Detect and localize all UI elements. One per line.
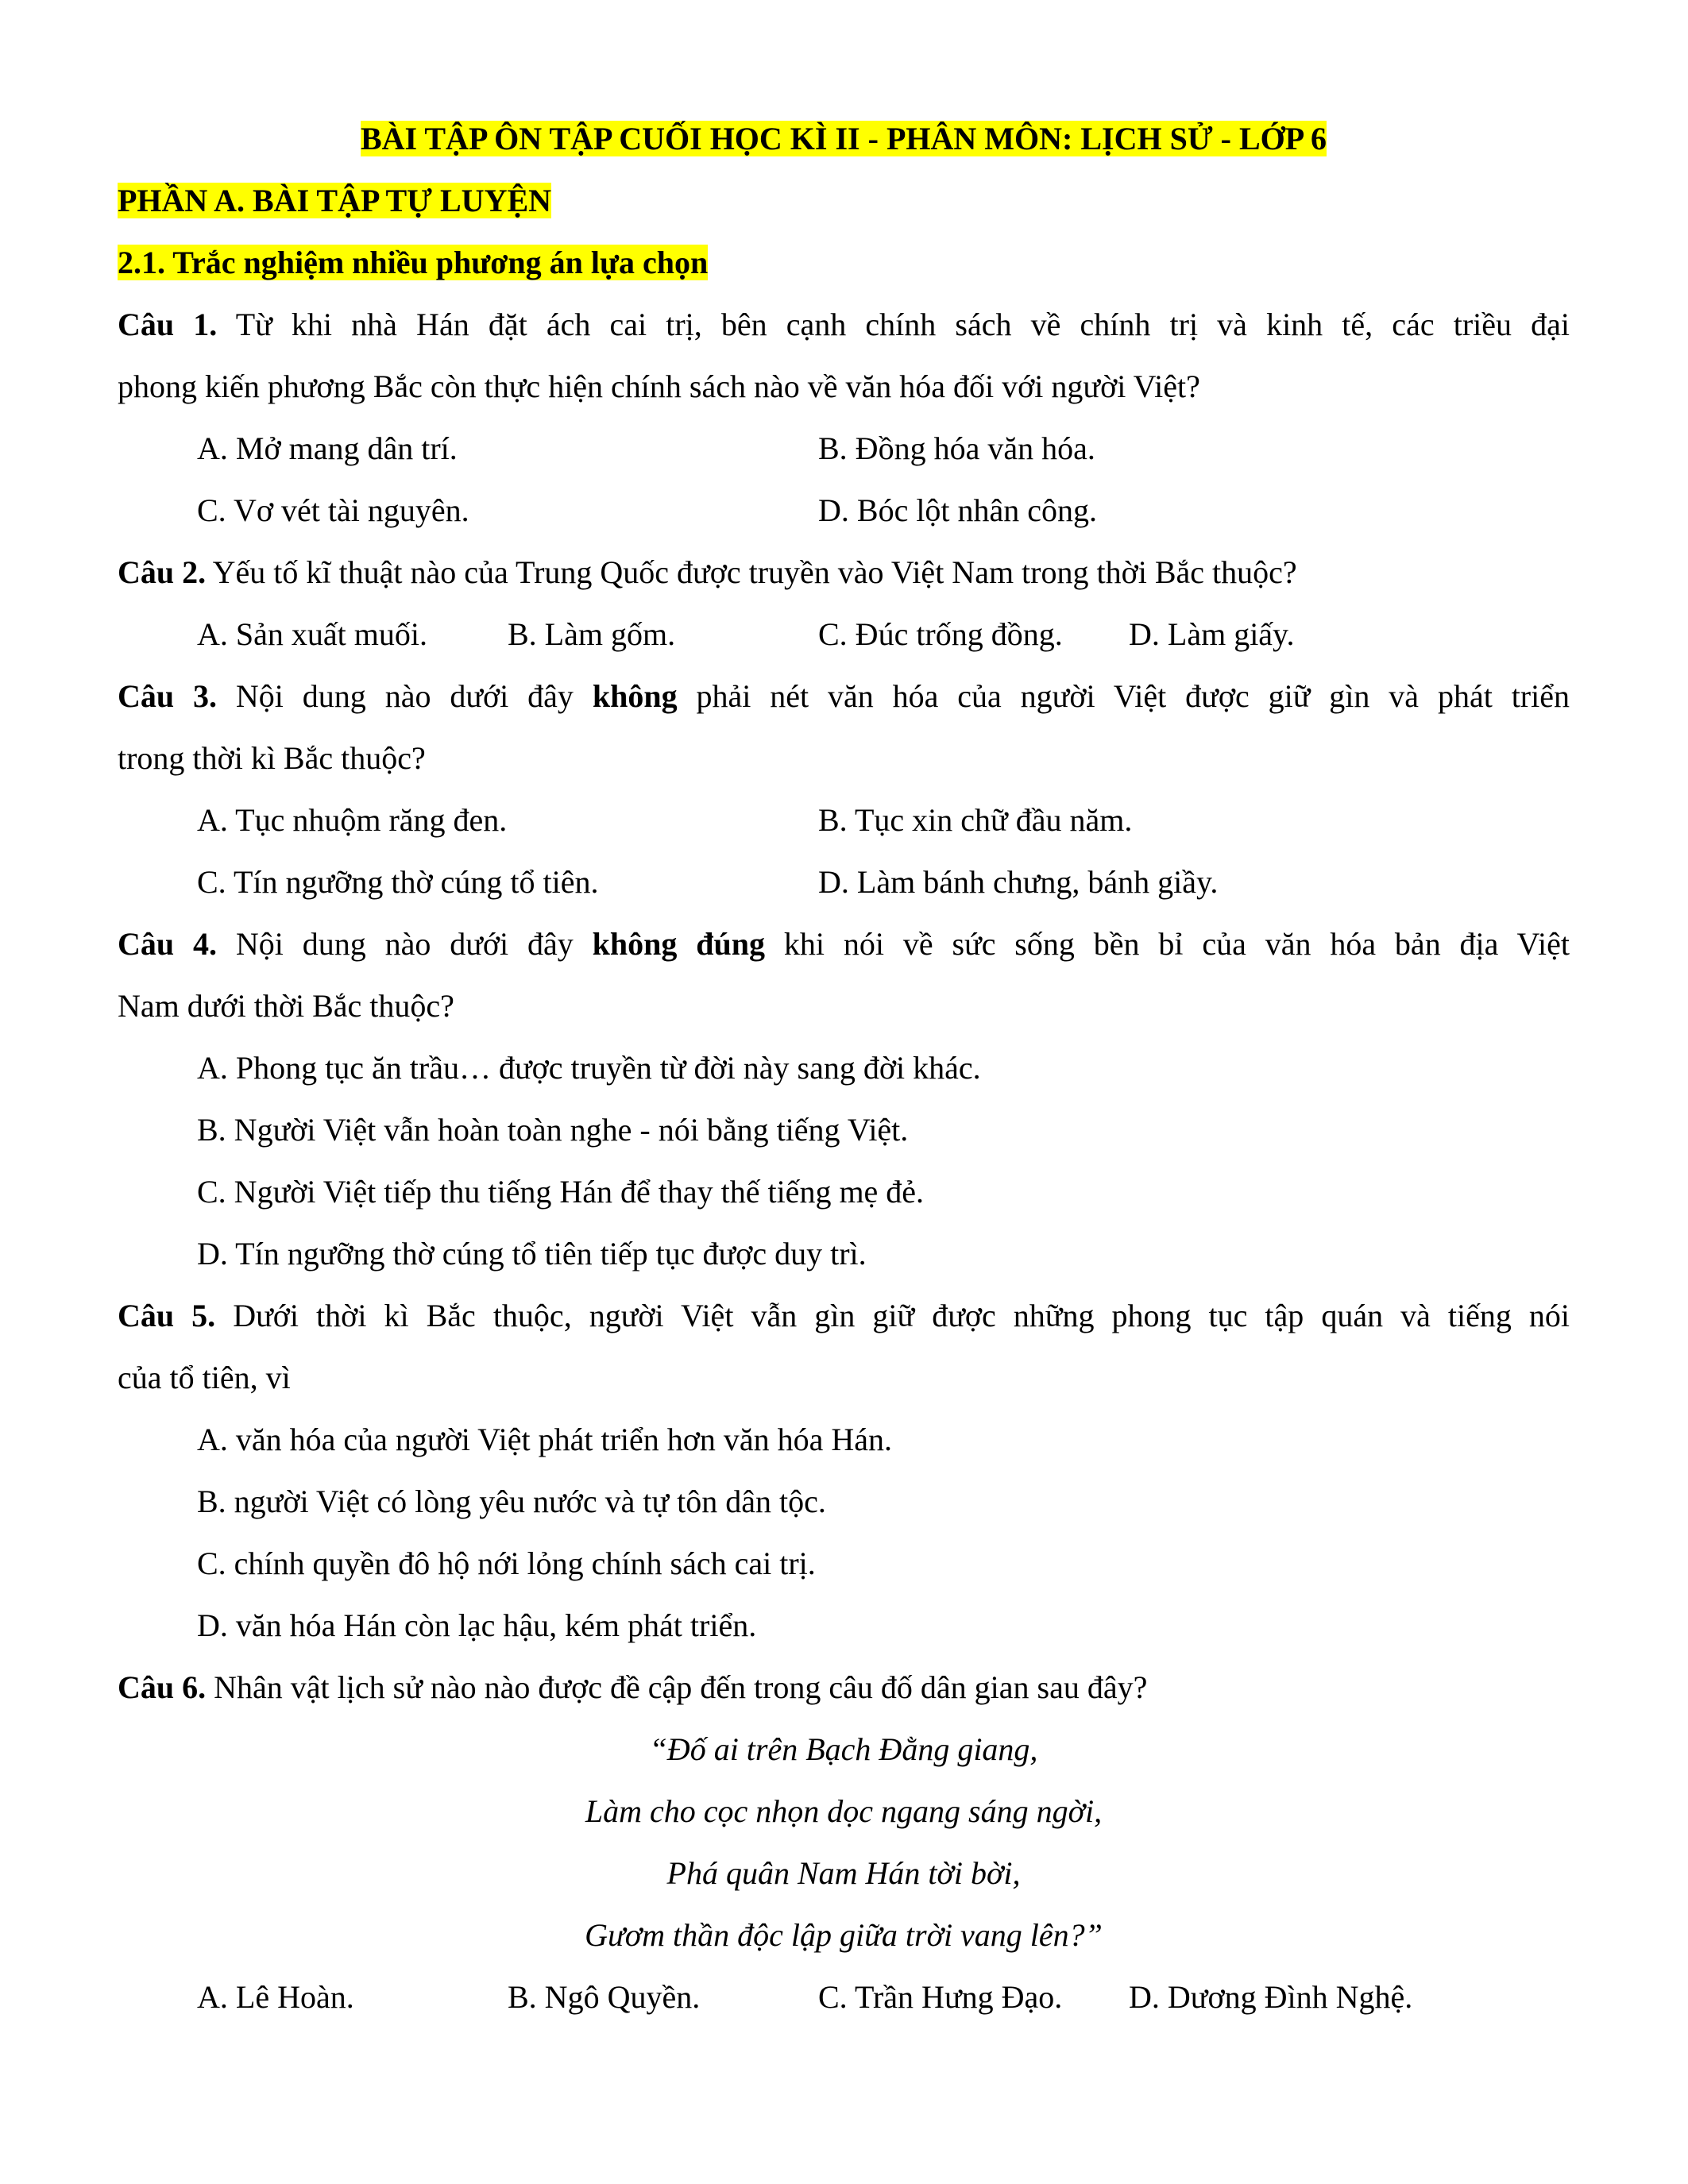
- section-heading-row: [118, 232, 1570, 294]
- poem-line-1: “Đố ai trên Bạch Đằng giang,: [649, 1731, 1038, 1767]
- question-2-line-1: [118, 542, 1570, 604]
- question-4-line-2: Nam dưới thời Bắc thuộc?: [118, 988, 454, 1024]
- question-6-option-c: C. Trần Hưng Đạo.: [818, 1979, 1063, 2015]
- poem-line-3: Phá quân Nam Hán tời bời,: [666, 1855, 1021, 1891]
- question-5-text: Dưới thời kì Bắc thuộc, người Việt vẫn gìn giữ được những phong tục tập quán và tiếng nói: [233, 1298, 1570, 1333]
- question-3-option-b: B. Tục xin chữ đầu năm.: [818, 802, 1133, 838]
- question-3-option-c: C. Tín ngưỡng thờ cúng tổ tiên.: [197, 864, 599, 900]
- question-4-text-post: khi nói về sức sống bền bỉ của văn hóa bản địa Việt: [783, 926, 1570, 962]
- question-4-option-c: C. Người Việt tiếp thu tiếng Hán để thay thế tiếng mẹ đẻ.: [197, 1174, 925, 1210]
- question-5-label: Câu 5.: [118, 1298, 216, 1333]
- question-4-option-a: A. Phong tục ăn trầu… được truyền từ đời này sang đời khác.: [197, 1050, 981, 1086]
- question-4-text-pre: Nội dung nào dưới đây: [235, 926, 574, 962]
- question-3-text-pre: Nội dung nào dưới đây: [235, 678, 574, 714]
- question-3-line-1: [118, 666, 1570, 727]
- question-3-option-d: D. Làm bánh chưng, bánh giầy.: [818, 864, 1219, 900]
- question-6-option-d: D. Dương Đình Nghệ.: [1129, 1979, 1413, 2015]
- question-3-option-a: A. Tục nhuộm răng đen.: [197, 802, 508, 838]
- section-heading: 2.1. Trắc nghiệm nhiều phương án lựa chọn: [118, 245, 709, 280]
- part-a-heading: PHẦN A. BÀI TẬP TỰ LUYỆN: [118, 183, 552, 218]
- question-5-line-1: [118, 1285, 1570, 1347]
- question-5-option-a: A. văn hóa của người Việt phát triển hơn văn hóa Hán.: [197, 1422, 893, 1457]
- question-6-option-a: A. Lê Hoàn.: [197, 1979, 354, 2015]
- question-4-text-emphasis: không đúng: [592, 926, 765, 962]
- question-1-option-b: B. Đồng hóa văn hóa.: [818, 430, 1095, 466]
- question-2-text: Yếu tố kĩ thuật nào của Trung Quốc được truyền vào Việt Nam trong thời Bắc thuộc?: [212, 554, 1297, 590]
- question-6-option-b: B. Ngô Quyền.: [508, 1979, 701, 2015]
- document-title-row: [118, 108, 1570, 170]
- question-2-option-c: C. Đúc trống đồng.: [818, 616, 1063, 652]
- question-2-option-a: A. Sản xuất muối.: [197, 616, 427, 652]
- question-1-line-1: [118, 294, 1570, 356]
- poem-line-4: Gươm thần độc lập giữa trời vang lên?”: [585, 1917, 1103, 1953]
- question-5-line-2: của tổ tiên, vì: [118, 1360, 291, 1395]
- question-3-text-post: phải nét văn hóa của người Việt được giữ gìn và phát triển: [696, 678, 1570, 714]
- question-1-option-c: C. Vơ vét tài nguyên.: [197, 492, 469, 528]
- question-4-option-d: D. Tín ngưỡng thờ cúng tổ tiên tiếp tục được duy trì.: [197, 1236, 867, 1271]
- question-6-text: Nhân vật lịch sử nào nào được đề cập đến trong câu đố dân gian sau đây?: [214, 1669, 1148, 1705]
- question-1-option-d: D. Bóc lột nhân công.: [818, 492, 1098, 528]
- question-1-option-a: A. Mở mang dân trí.: [197, 430, 458, 466]
- question-4-option-b: B. Người Việt vẫn hoàn toàn nghe - nói bằng tiếng Việt.: [197, 1112, 909, 1148]
- question-6-line-1: [118, 1657, 1570, 1719]
- question-4-line-1: [118, 913, 1570, 975]
- question-6-label: Câu 6.: [118, 1669, 207, 1705]
- question-4-label: Câu 4.: [118, 926, 217, 962]
- question-1-line-2: phong kiến phương Bắc còn thực hiện chính sách nào về văn hóa đối với người Việt?: [118, 369, 1200, 404]
- question-5-option-b: B. người Việt có lòng yêu nước và tự tôn dân tộc.: [197, 1484, 826, 1519]
- question-1-label: Câu 1.: [118, 307, 218, 342]
- question-3-line-2: trong thời kì Bắc thuộc?: [118, 740, 426, 776]
- question-2-label: Câu 2.: [118, 554, 207, 590]
- poem-line-2: Làm cho cọc nhọn dọc ngang sáng ngời,: [585, 1793, 1103, 1829]
- question-1-text: Từ khi nhà Hán đặt ách cai trị, bên cạnh chính sách về chính trị và kinh tế, các triều đại: [235, 307, 1570, 342]
- part-a-heading-row: [118, 170, 1570, 232]
- question-5-option-c: C. chính quyền đô hộ nới lỏng chính sách cai trị.: [197, 1545, 816, 1581]
- question-3-text-emphasis: không: [592, 678, 678, 714]
- question-5-option-d: D. văn hóa Hán còn lạc hậu, kém phát triển.: [197, 1607, 757, 1643]
- question-2-option-d: D. Làm giấy.: [1129, 616, 1295, 652]
- question-2-option-b: B. Làm gốm.: [508, 616, 676, 652]
- question-3-label: Câu 3.: [118, 678, 218, 714]
- document-title: BÀI TẬP ÔN TẬP CUỐI HỌC KÌ II - PHÂN MÔN: LỊCH SỬ - LỚP 6: [360, 121, 1327, 156]
